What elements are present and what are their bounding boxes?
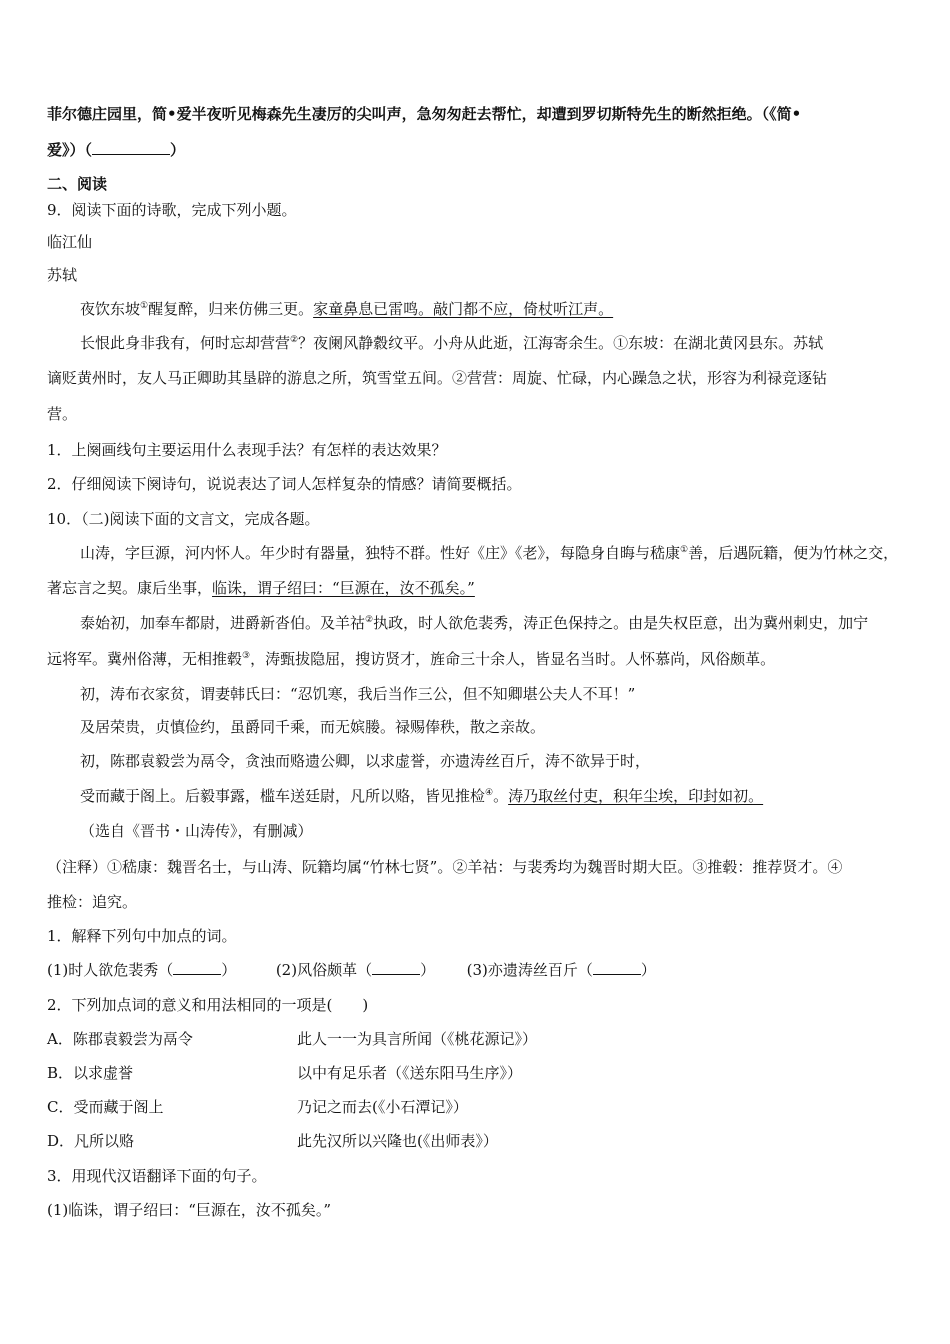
footnote-mark: ② — [365, 615, 374, 625]
q10-sub-3-item-1: (1)临诛，谓子绍曰：“巨源在，汝不孤矣。” — [47, 1201, 332, 1219]
option-b[interactable] — [47, 1063, 523, 1083]
q9-sub-1: 1．上阕画线句主要运用什么表现手法？有怎样的表达效果？ — [47, 441, 447, 459]
passage-p5: 初，陈郡袁毅尝为鬲令，贪浊而赂遗公卿，以求虚誉，亦遗涛丝百斤，涛不欲异于时， — [80, 752, 651, 770]
passage-source: （选自《晋书・山涛传》，有删减） — [80, 822, 313, 840]
option-c[interactable] — [47, 1097, 468, 1117]
option-label: C．受而藏于阁上 — [47, 1098, 164, 1116]
passage-p1-line-2 — [47, 578, 475, 598]
underlined-sentence: 临诛，谓子绍曰：“巨源在，汝不孤矣。” — [212, 579, 475, 597]
passage-text: 著忘言之契。康后坐事， — [47, 579, 213, 597]
poem-text: ？夜阑风静縠纹平。小舟从此逝，江海寄余生。①东坡：在湖北黄冈县东。苏轼 — [298, 334, 824, 352]
footnote-mark: ④ — [485, 788, 494, 798]
q10-sub-2: 2．下列加点词的意义和用法相同的一项是( ) — [47, 996, 369, 1014]
answer-blank[interactable] — [173, 960, 221, 975]
footnote-mark: ③ — [242, 651, 251, 661]
poem-title: 临江仙 — [47, 233, 93, 251]
notes-line-2: 推检：追究。 — [47, 893, 138, 911]
option-reference: 以中有足乐者（《送东阳马生序》） — [297, 1064, 523, 1082]
answer-blank[interactable] — [372, 960, 420, 975]
poem-paragraph-2 — [80, 333, 823, 353]
intro-line-1: 菲尔德庄园里，简•爱半夜听见梅森先生凄厉的尖叫声，急匆匆赶去帮忙，却遭到罗切斯特先生的断然拒绝。（《简• — [47, 105, 802, 123]
passage-p4: 及居荣贵，贞慎俭约，虽爵同千乘，而无嫔媵。禄赐俸秩，散之亲故。 — [80, 718, 546, 736]
poem-author: 苏轼 — [47, 266, 78, 284]
option-label: D．凡所以赂 — [47, 1132, 135, 1150]
footnote-mark: ② — [290, 335, 299, 345]
item-label: (2)风俗颇革（ — [275, 961, 373, 979]
poem-note-line-3: 营。 — [47, 405, 78, 423]
poem-paragraph-1 — [80, 299, 613, 319]
option-reference: 此先汉所以兴隆也(《出师表》） — [297, 1132, 498, 1150]
intro-line-2-prefix: 爱》）（ — [47, 141, 93, 159]
poem-note-line-2: 谪贬黄州时，友人马正卿助其垦辟的游息之所，筑雪堂五间。②营营：周旋、忙碌，内心躁急之状，形容为利禄竞逐钻 — [47, 369, 828, 387]
option-label: B．以求虚誉 — [47, 1064, 134, 1082]
underlined-lines: 家童鼻息已雷鸣。敲门都不应，倚杖听江声。 — [313, 300, 614, 318]
item-close: ） — [640, 961, 656, 979]
item-close: ） — [420, 961, 436, 979]
q10-stem: 10．（二)阅读下面的文言文，完成各题。 — [47, 510, 320, 528]
passage-text: 受而藏于阁上。后毅事露，槛车送廷尉，凡所以赂，皆见推检 — [80, 787, 486, 805]
item-close: ） — [221, 961, 237, 979]
footnote-mark: ① — [140, 301, 149, 311]
item-label: (1)时人欲危裴秀（ — [47, 961, 174, 979]
notes-line-1: （注释）①嵇康：魏晋名士，与山涛、阮籍均属“竹林七贤”。②羊祜：与裴秀均为魏晋时期大臣。③推毂：推荐贤才。④ — [47, 858, 843, 876]
answer-blank[interactable] — [593, 960, 641, 975]
passage-text: 远将军。冀州俗薄，无相推毂 — [47, 650, 243, 668]
section-heading: 二、阅读 — [47, 175, 108, 193]
answer-blank[interactable] — [92, 140, 170, 155]
passage-p2-line-2 — [47, 649, 775, 669]
underlined-sentence: 涛乃取丝付吏，积年尘埃，印封如初。 — [508, 787, 764, 805]
poem-text: 长恨此身非我有，何时忘却营营 — [80, 334, 291, 352]
option-a[interactable] — [47, 1029, 538, 1049]
intro-line-2-suffix: ） — [170, 141, 186, 159]
passage-text: 执政，时人欲危裴秀，涛正色保持之。由是失权臣意，出为冀州刺史，加宁 — [373, 614, 869, 632]
option-reference: 此人一一为具言所闻（《桃花源记》） — [297, 1030, 538, 1048]
option-d[interactable] — [47, 1131, 498, 1151]
passage-text: 。 — [493, 787, 509, 805]
q9-sub-2: 2．仔细阅读下阕诗句，说说表达了词人怎样复杂的情感？请简要概括。 — [47, 475, 522, 493]
footnote-mark: ① — [680, 545, 689, 555]
q10-sub-1-items — [47, 960, 656, 980]
poem-text: 夜饮东坡 — [80, 300, 141, 318]
q10-sub-1: 1．解释下列句中加点的词。 — [47, 927, 237, 945]
passage-p3: 初，涛布衣家贫，谓妻韩氏曰：“忍饥寒，我后当作三公，但不知卿堪公夫人不耳！” — [80, 685, 636, 703]
intro-line-2 — [47, 140, 185, 160]
q10-sub-3: 3．用现代汉语翻译下面的句子。 — [47, 1167, 267, 1185]
passage-text: 善，后遇阮籍，便为竹林之交， — [688, 544, 899, 562]
passage-p6 — [80, 786, 763, 806]
q9-stem: 9．阅读下面的诗歌，完成下列小题。 — [47, 201, 297, 219]
passage-text: 泰始初，加奉车都尉，进爵新沓伯。及羊祜 — [80, 614, 366, 632]
passage-p1-line-1 — [80, 543, 898, 563]
passage-text: ，涛甄拔隐屈，搜访贤才，旌命三十余人，皆显名当时。人怀慕尚，风俗颇革。 — [250, 650, 776, 668]
item-label: (3)亦遗涛丝百斤（ — [466, 961, 593, 979]
passage-p2-line-1 — [80, 613, 868, 633]
passage-text: 山涛，字巨源，河内怀人。年少时有器量，独特不群。性好《庄》《老》，每隐身自晦与嵇康 — [80, 544, 681, 562]
poem-text: 醒复醉，归来仿佛三更。 — [148, 300, 314, 318]
option-label: A．陈郡袁毅尝为鬲令 — [47, 1030, 193, 1048]
option-reference: 乃记之而去(《小石潭记》） — [297, 1098, 468, 1116]
